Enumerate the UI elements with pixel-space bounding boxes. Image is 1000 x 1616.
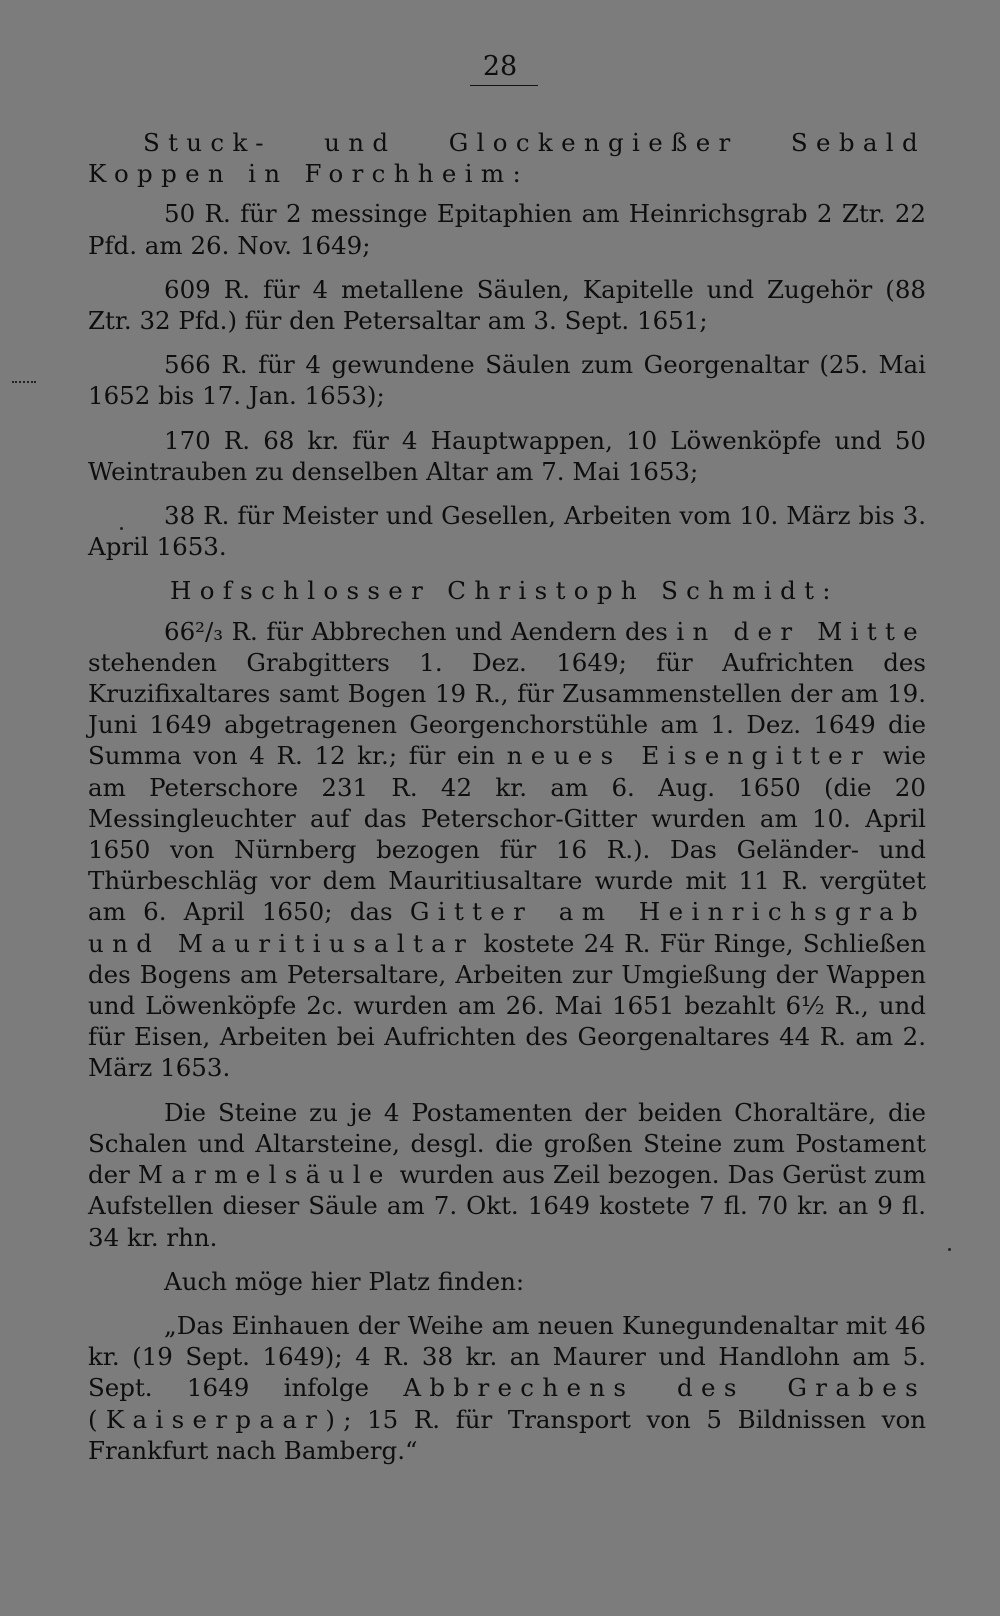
heading-koppen: Stuck- und Glockengießer Sebald Koppen in Forchheim:	[88, 128, 926, 189]
paragraph-grabgitter	[88, 616, 926, 1084]
grabgitter-text-2: stehenden Grabgitters 1. Dez. 1649; für Aufrichten des Kruzifixaltares samt Bogen 19 R., für Zusammenstellen der am 19. Juni 1649 abgetragenen Georgenchorstühle am 1. Dez. 1649 die Summa von 4 R. 12 kr.; für ein	[88, 647, 926, 771]
paragraph-petersaltar: 609 R. für 4 metallene Säulen, Kapitelle und Zugehör (88 Ztr. 32 Pfd.) für den Petersaltar am 3. Sept. 1651;	[88, 274, 926, 336]
paragraph-quote	[88, 1310, 926, 1466]
quote-emphasis: Abbrechens des Grabes (Kaiserpaar)	[88, 1373, 926, 1434]
quote-text-1: „Das Einhauen der Weihe am neuen Kunegundenaltar mit 46 kr. (19 Sept. 1649); 4 R. 38 kr. an Maurer und Handlohn am 5. Sept. 1649 infolge	[88, 1310, 926, 1403]
grabgitter-text-3: wie am Peterschore 231 R. 42 kr. am 6. Aug. 1650 (die 20 Messingleuchter auf das Peterschor-Gitter wurden am 10. April 1650 von Nürnberg bezogen für 16 R.). Das Geländer- und Thürbeschläg vor dem Mauritiusaltare wurde mit 11 R. vergütet am 6. April 1650; das	[88, 741, 927, 927]
grabgitter-emphasis-3: Gitter am Heinrichsgrab und Mauritiusaltar	[88, 897, 926, 958]
body-text	[88, 127, 926, 1466]
paragraph-steine	[88, 1097, 926, 1253]
page-number-rule	[470, 85, 538, 86]
steine-emphasis: Marmelsäule	[137, 1160, 392, 1190]
page-number: 28	[482, 51, 518, 82]
grabgitter-emphasis-1: in der Mitte	[676, 616, 927, 646]
steine-text-2: wurden aus Zeil bezogen. Das Gerüst zum Aufstellen dieser Säule am 7. Okt. 1649 kostete 7 fl. 70 kr. an 9 fl. 34 kr. rhn.	[88, 1160, 926, 1252]
steine-text-1: Die Steine zu je 4 Postamenten der beiden Choraltäre, die Schalen und Altarsteine, desgl. die großen Steine zum Postament der	[88, 1097, 926, 1190]
paragraph-hauptwappen: 170 R. 68 kr. für 4 Hauptwappen, 10 Löwenköpfe und 50 Weintrauben zu denselben Altar am 7. Mai 1653;	[88, 425, 926, 486]
grabgitter-text-1: 66²/₃ R. für Abbrechen und Aendern des	[164, 616, 677, 646]
paragraph-platz: Auch möge hier Platz finden:	[164, 1266, 525, 1296]
ink-speck	[948, 1248, 951, 1251]
grabgitter-emphasis-2: neues Eisengitter	[506, 741, 872, 771]
paragraph-epitaphien: 50 R. für 2 messinge Epitaphien am Heinrichsgrab 2 Ztr. 22 Pfd. am 26. Nov. 1649;	[88, 199, 926, 260]
paragraph-georgenaltar: 566 R. für 4 gewundene Säulen zum Georgenaltar (25. Mai 1652 bis 17. Jan. 1653);	[88, 350, 926, 411]
grabgitter-text-4: kostete 24 R. Für Ringe, Schließen des Bogens am Petersaltare, Arbeiten zur Umgießung der Wappen und Löwenköpfe 2c. wurden am 26. Mai 1651 bezahlt 6½ R., und für Eisen, Arbeiten bei Aufrichten des Georgenaltares 44 R. am 2. März 1653.	[88, 928, 926, 1083]
quote-text-2: ; 15 R. für Transport von 5 Bildnissen von Frankfurt nach Bamberg.“	[88, 1404, 926, 1465]
margin-mark	[12, 381, 36, 383]
paragraph-meister: 38 R. für Meister und Gesellen, Arbeiten vom 10. März bis 3. April 1653.	[88, 501, 926, 562]
ink-speck	[120, 527, 123, 530]
heading-schmidt: Hofschlosser Christoph Schmidt:	[170, 576, 839, 606]
